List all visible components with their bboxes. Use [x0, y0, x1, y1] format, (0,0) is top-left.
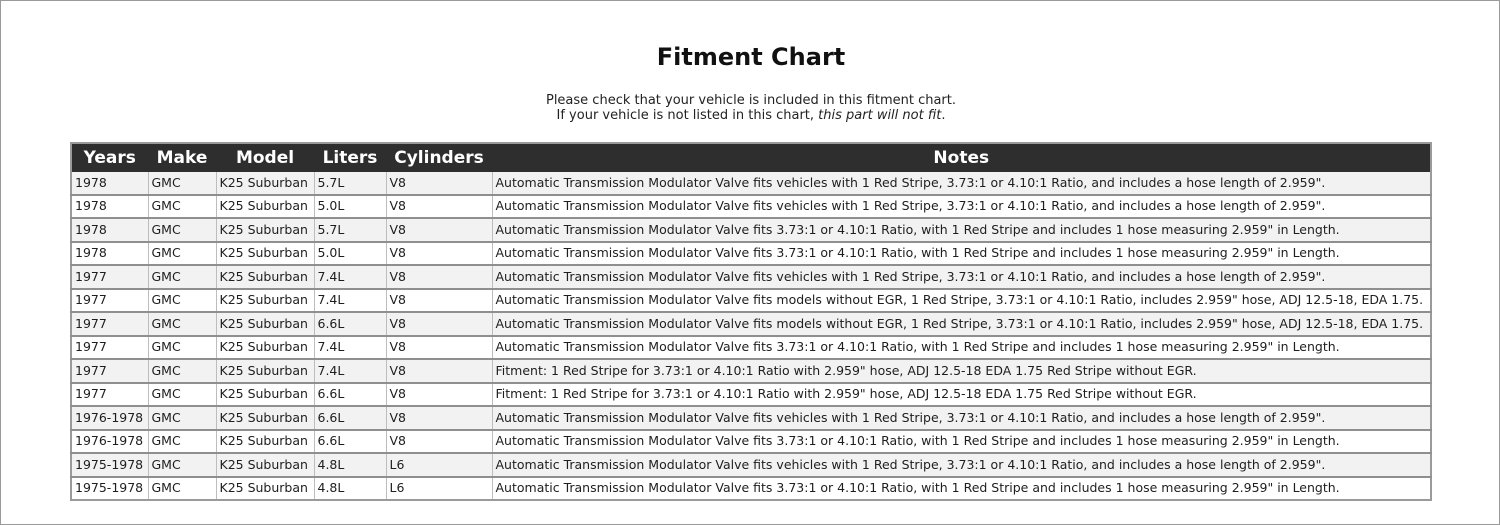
cell-model: K25 Suburban [216, 336, 314, 360]
cell-make: GMC [148, 218, 216, 242]
intro-line-2-suffix: . [941, 108, 946, 123]
intro-line-2-emphasis: this part will not fit [818, 108, 942, 123]
cell-years: 1975-1978 [71, 477, 148, 501]
table-row [71, 336, 1431, 360]
cell-model: K25 Suburban [216, 383, 314, 407]
intro-line-2 [1, 108, 1500, 123]
table-row [71, 242, 1431, 266]
cell-years: 1976-1978 [71, 430, 148, 454]
cell-liters: 7.4L [314, 336, 386, 360]
table-body [71, 172, 1431, 500]
table-row [71, 265, 1431, 289]
cell-model: K25 Suburban [216, 242, 314, 266]
table-row [71, 289, 1431, 313]
cell-liters: 5.0L [314, 242, 386, 266]
cell-notes: Automatic Transmission Modulator Valve fits 3.73:1 or 4.10:1 Ratio, with 1 Red Stripe and includes 1 hose measuring 2.959" in Length. [492, 336, 1431, 360]
intro-line-2-prefix: If your vehicle is not listed in this chart, [556, 108, 819, 123]
table-row [71, 172, 1431, 195]
cell-cylinders: V8 [386, 383, 492, 407]
cell-liters: 4.8L [314, 453, 386, 477]
cell-cylinders: V8 [386, 359, 492, 383]
cell-years: 1976-1978 [71, 406, 148, 430]
cell-model: K25 Suburban [216, 359, 314, 383]
cell-liters: 4.8L [314, 477, 386, 501]
table-row [71, 453, 1431, 477]
cell-make: GMC [148, 336, 216, 360]
cell-model: K25 Suburban [216, 477, 314, 501]
column-header-model: Model [216, 143, 314, 172]
cell-make: GMC [148, 477, 216, 501]
cell-model: K25 Suburban [216, 172, 314, 195]
table-header [71, 143, 1431, 172]
cell-years: 1975-1978 [71, 453, 148, 477]
column-header-make: Make [148, 143, 216, 172]
cell-years: 1978 [71, 172, 148, 195]
table-row [71, 195, 1431, 219]
cell-notes: Automatic Transmission Modulator Valve fits 3.73:1 or 4.10:1 Ratio, with 1 Red Stripe and includes 1 hose measuring 2.959" in Length. [492, 477, 1431, 501]
cell-make: GMC [148, 265, 216, 289]
cell-model: K25 Suburban [216, 312, 314, 336]
table-row [71, 406, 1431, 430]
cell-notes: Automatic Transmission Modulator Valve fits models without EGR, 1 Red Stripe, 3.73:1 or 4.10:1 Ratio, includes 2.959" hose, ADJ 12.5-18, EDA 1.75. [492, 312, 1431, 336]
cell-notes: Automatic Transmission Modulator Valve fits vehicles with 1 Red Stripe, 3.73:1 or 4.10:1 Ratio, and includes a hose length of 2.959". [492, 265, 1431, 289]
column-header-cylinders: Cylinders [386, 143, 492, 172]
table-row [71, 430, 1431, 454]
cell-liters: 7.4L [314, 265, 386, 289]
intro-line-1: Please check that your vehicle is included in this fitment chart. [545, 93, 957, 108]
column-header-years: Years [71, 143, 148, 172]
cell-cylinders: L6 [386, 477, 492, 501]
cell-liters: 6.6L [314, 406, 386, 430]
cell-years: 1978 [71, 242, 148, 266]
cell-liters: 7.4L [314, 359, 386, 383]
cell-cylinders: V8 [386, 265, 492, 289]
cell-years: 1977 [71, 265, 148, 289]
cell-liters: 6.6L [314, 430, 386, 454]
cell-make: GMC [148, 172, 216, 195]
cell-liters: 5.7L [314, 218, 386, 242]
cell-notes: Automatic Transmission Modulator Valve fits vehicles with 1 Red Stripe, 3.73:1 or 4.10:1 Ratio, and includes a hose length of 2.959". [492, 406, 1431, 430]
cell-notes: Fitment: 1 Red Stripe for 3.73:1 or 4.10:1 Ratio with 2.959" hose, ADJ 12.5-18 EDA 1.75 Red Stripe without EGR. [492, 383, 1431, 407]
cell-make: GMC [148, 312, 216, 336]
header-row [71, 143, 1431, 172]
table-row [71, 218, 1431, 242]
cell-cylinders: V8 [386, 195, 492, 219]
cell-years: 1977 [71, 336, 148, 360]
cell-model: K25 Suburban [216, 406, 314, 430]
intro-text [1, 93, 1500, 123]
page-title: Fitment Chart [656, 43, 846, 71]
cell-liters: 7.4L [314, 289, 386, 313]
cell-notes: Fitment: 1 Red Stripe for 3.73:1 or 4.10:1 Ratio with 2.959" hose, ADJ 12.5-18 EDA 1.75 Red Stripe without EGR. [492, 359, 1431, 383]
cell-make: GMC [148, 195, 216, 219]
cell-make: GMC [148, 406, 216, 430]
cell-liters: 6.6L [314, 383, 386, 407]
cell-liters: 5.0L [314, 195, 386, 219]
cell-cylinders: V8 [386, 336, 492, 360]
cell-model: K25 Suburban [216, 195, 314, 219]
cell-years: 1978 [71, 218, 148, 242]
cell-notes: Automatic Transmission Modulator Valve fits 3.73:1 or 4.10:1 Ratio, with 1 Red Stripe and includes 1 hose measuring 2.959" in Length. [492, 242, 1431, 266]
cell-make: GMC [148, 242, 216, 266]
cell-years: 1977 [71, 312, 148, 336]
table-row [71, 359, 1431, 383]
cell-years: 1977 [71, 289, 148, 313]
table-row [71, 383, 1431, 407]
cell-model: K25 Suburban [216, 430, 314, 454]
cell-years: 1977 [71, 383, 148, 407]
cell-model: K25 Suburban [216, 218, 314, 242]
cell-cylinders: V8 [386, 312, 492, 336]
cell-cylinders: V8 [386, 289, 492, 313]
cell-model: K25 Suburban [216, 289, 314, 313]
column-header-notes: Notes [492, 143, 1431, 172]
cell-model: K25 Suburban [216, 453, 314, 477]
cell-cylinders: L6 [386, 453, 492, 477]
cell-years: 1977 [71, 359, 148, 383]
cell-notes: Automatic Transmission Modulator Valve fits vehicles with 1 Red Stripe, 3.73:1 or 4.10:1 Ratio, and includes a hose length of 2.959". [492, 453, 1431, 477]
cell-cylinders: V8 [386, 406, 492, 430]
cell-notes: Automatic Transmission Modulator Valve fits 3.73:1 or 4.10:1 Ratio, with 1 Red Stripe and includes 1 hose measuring 2.959" in Length. [492, 430, 1431, 454]
cell-make: GMC [148, 453, 216, 477]
cell-notes: Automatic Transmission Modulator Valve fits vehicles with 1 Red Stripe, 3.73:1 or 4.10:1 Ratio, and includes a hose length of 2.959". [492, 172, 1431, 195]
cell-cylinders: V8 [386, 172, 492, 195]
cell-make: GMC [148, 289, 216, 313]
cell-cylinders: V8 [386, 218, 492, 242]
fitment-table [70, 142, 1432, 501]
table-row [71, 312, 1431, 336]
table-row [71, 477, 1431, 501]
cell-make: GMC [148, 430, 216, 454]
cell-liters: 6.6L [314, 312, 386, 336]
cell-make: GMC [148, 359, 216, 383]
column-header-liters: Liters [314, 143, 386, 172]
cell-cylinders: V8 [386, 242, 492, 266]
cell-notes: Automatic Transmission Modulator Valve fits vehicles with 1 Red Stripe, 3.73:1 or 4.10:1 Ratio, and includes a hose length of 2.959". [492, 195, 1431, 219]
cell-model: K25 Suburban [216, 265, 314, 289]
cell-years: 1978 [71, 195, 148, 219]
cell-notes: Automatic Transmission Modulator Valve fits models without EGR, 1 Red Stripe, 3.73:1 or 4.10:1 Ratio, includes 2.959" hose, ADJ 12.5-18, EDA 1.75. [492, 289, 1431, 313]
cell-liters: 5.7L [314, 172, 386, 195]
cell-cylinders: V8 [386, 430, 492, 454]
cell-notes: Automatic Transmission Modulator Valve fits 3.73:1 or 4.10:1 Ratio, with 1 Red Stripe and includes 1 hose measuring 2.959" in Length. [492, 218, 1431, 242]
cell-make: GMC [148, 383, 216, 407]
